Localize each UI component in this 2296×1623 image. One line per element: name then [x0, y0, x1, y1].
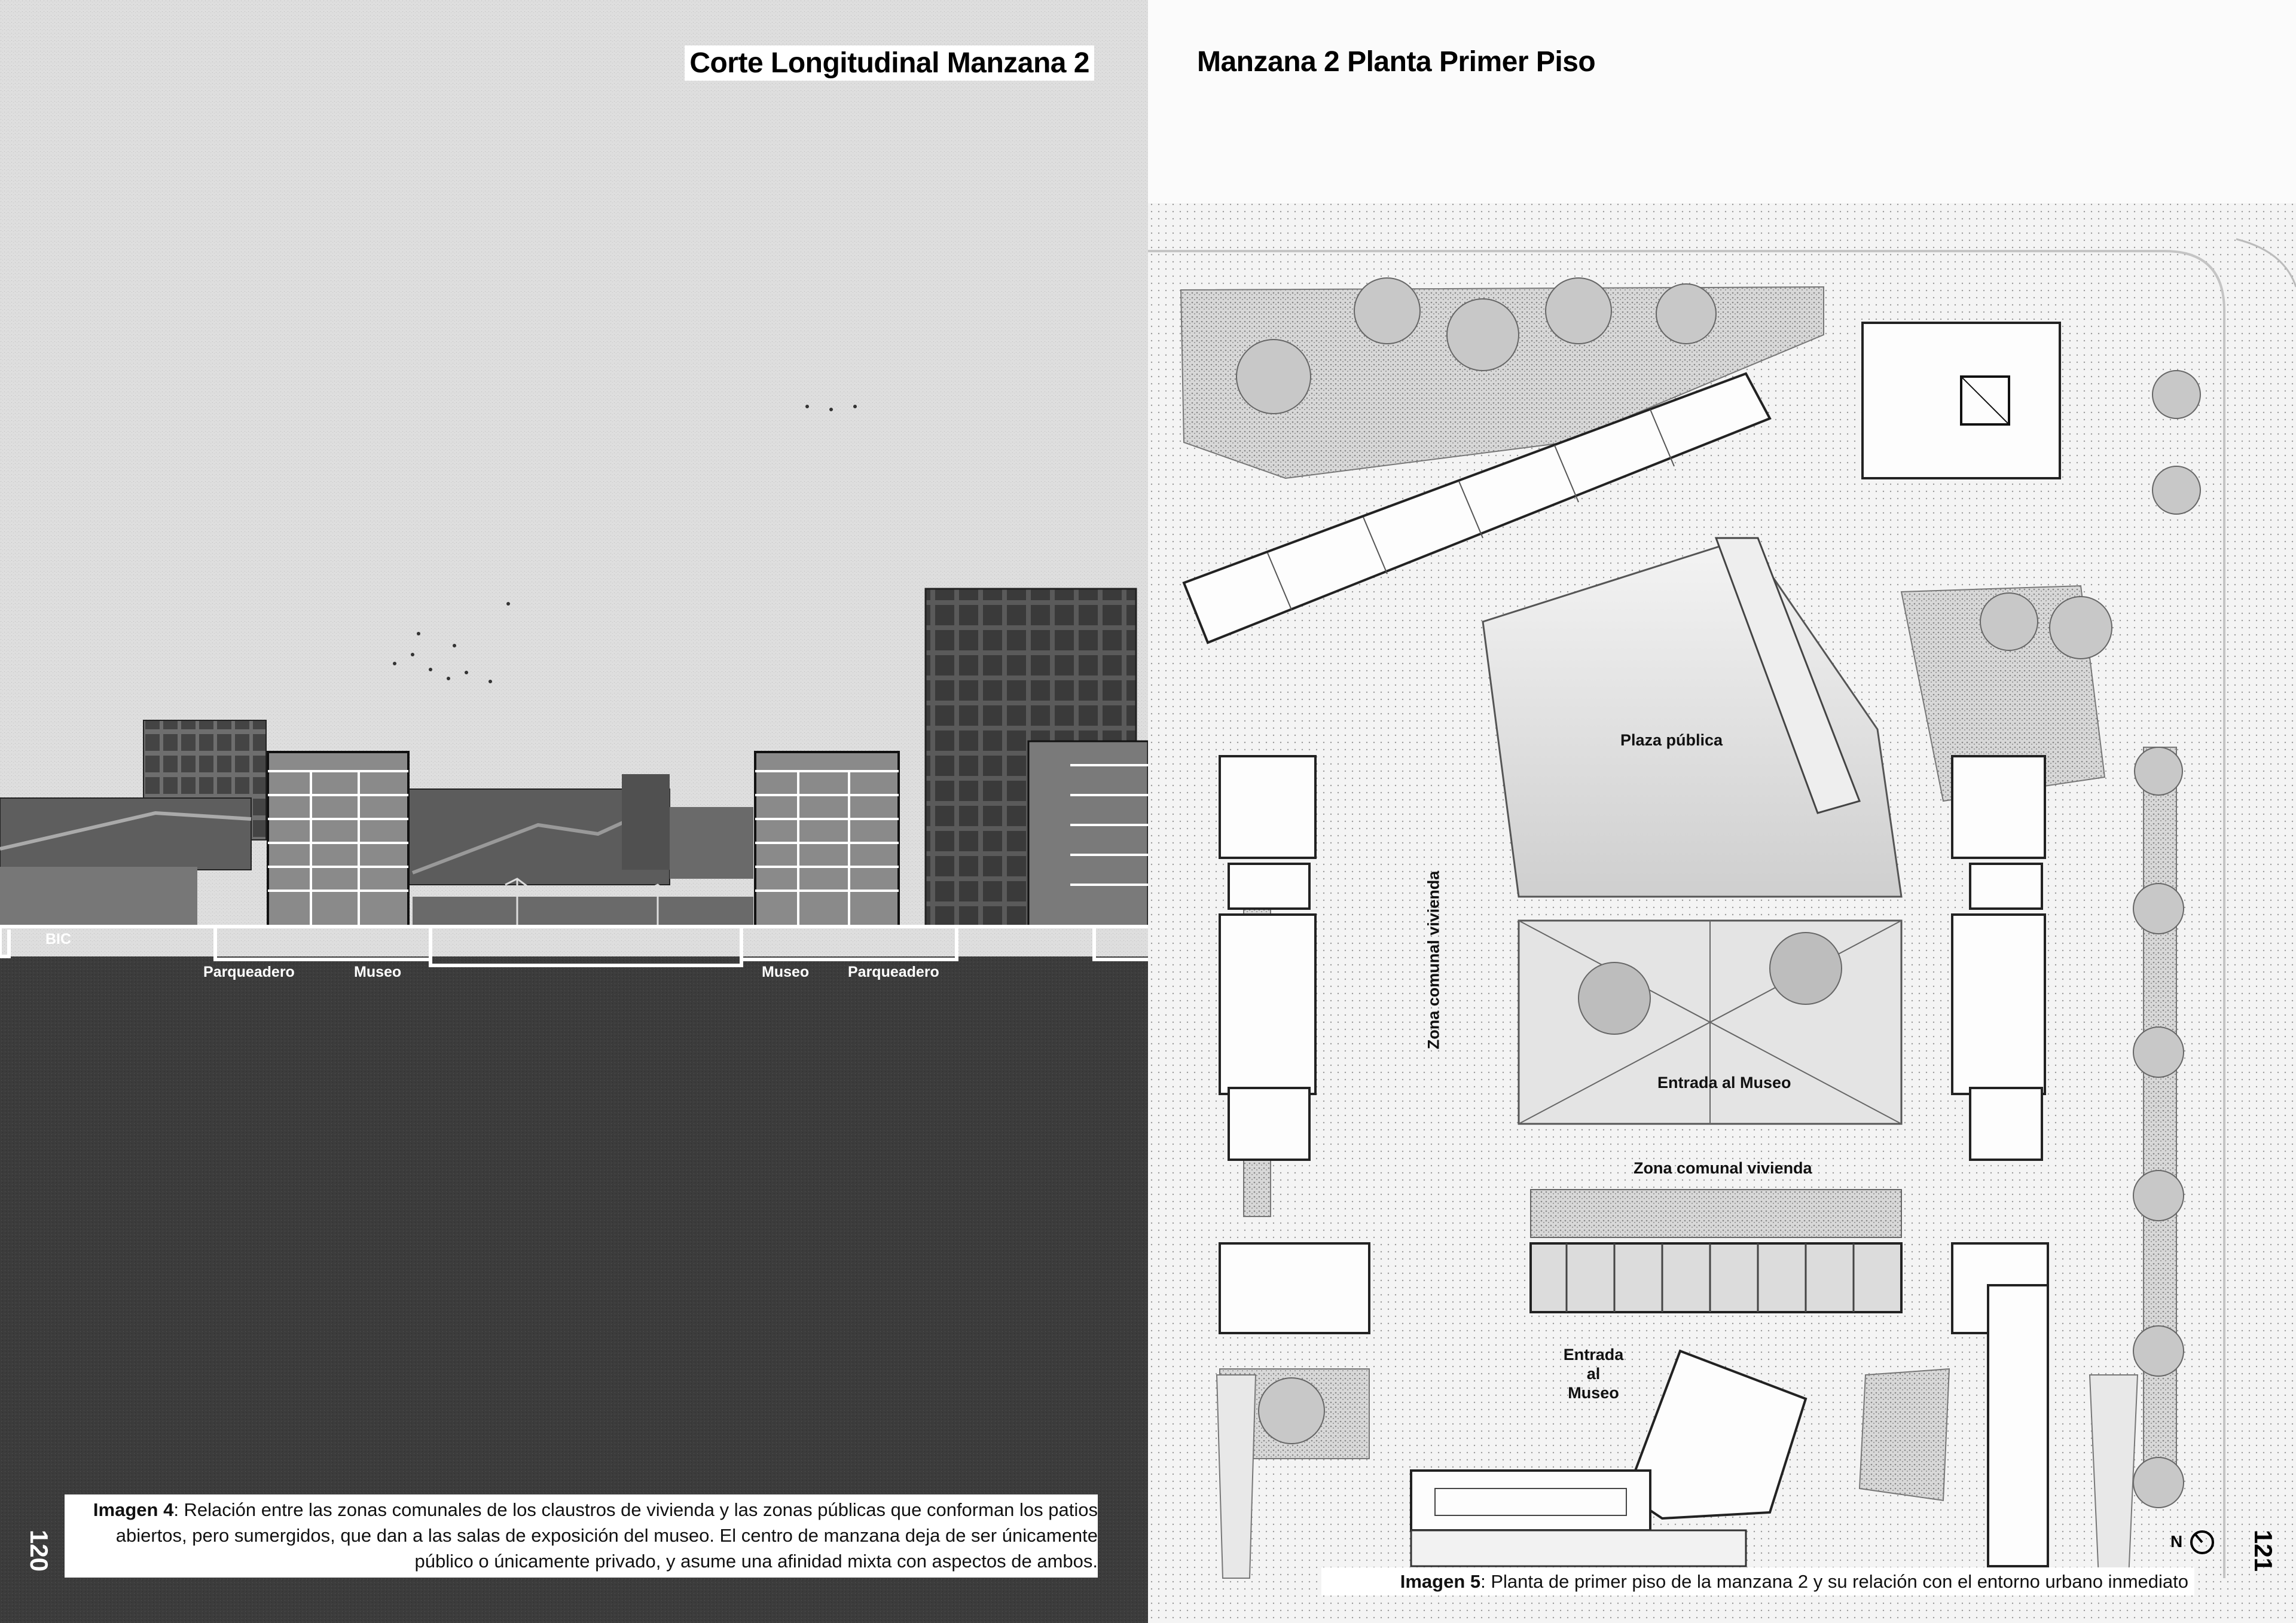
label-zona-comunal-vertical: Zona comunal vivienda — [1424, 870, 1443, 1050]
caption-label: Imagen 5 — [1400, 1571, 1481, 1592]
label-zona-comunal-horizontal: Zona comunal vivienda — [1634, 1159, 1812, 1177]
label-entrada-museo: Entrada al Museo — [1657, 1074, 1791, 1092]
caption-text: : Relación entre las zonas comunales de los claustros de vivienda y las zonas públicas que conforman los patios abiertos, pero sumergidos, que dan a las salas de exposición del museo. El centro de manzana deja de ser únicamente público o únicamente privado, y asume una afinidad mixta con aspectos de ambos. — [115, 1499, 1098, 1572]
label-bic: BIC — [45, 931, 72, 947]
page-number-left: 120 — [25, 1529, 54, 1572]
label-entrada-line3: Museo — [1568, 1384, 1619, 1402]
label-museo-right: Museo — [762, 964, 810, 980]
label-entrada-line2: al — [1586, 1365, 1601, 1383]
plan-drawing — [1148, 0, 2296, 1623]
north-arrow — [2170, 1527, 2230, 1557]
north-label: N — [2170, 1532, 2183, 1551]
label-museo-left: Museo — [354, 964, 402, 980]
label-entrada-al-museo-stack — [1561, 1345, 1626, 1402]
caption-label: Imagen 4 — [93, 1499, 174, 1520]
north-compass-icon — [2187, 1527, 2223, 1557]
label-plaza-publica: Plaza pública — [1620, 731, 1723, 749]
caption-text: : Planta de primer piso de la manzana 2 y su relación con el entorno urbano inmediato — [1480, 1571, 2188, 1592]
right-page — [1148, 0, 2296, 1623]
section-caption — [65, 1494, 1098, 1578]
section-title: Corte Longitudinal Manzana 2 — [685, 45, 1094, 81]
page-number-right: 121 — [2249, 1529, 2278, 1572]
label-parqueadero-left: Parqueadero — [203, 964, 295, 980]
plan-title: Manzana 2 Planta Primer Piso — [1197, 46, 1596, 78]
plan-caption — [1321, 1567, 2194, 1596]
label-entrada-line1: Entrada — [1563, 1346, 1624, 1364]
label-parqueadero-right: Parqueadero — [848, 964, 939, 980]
